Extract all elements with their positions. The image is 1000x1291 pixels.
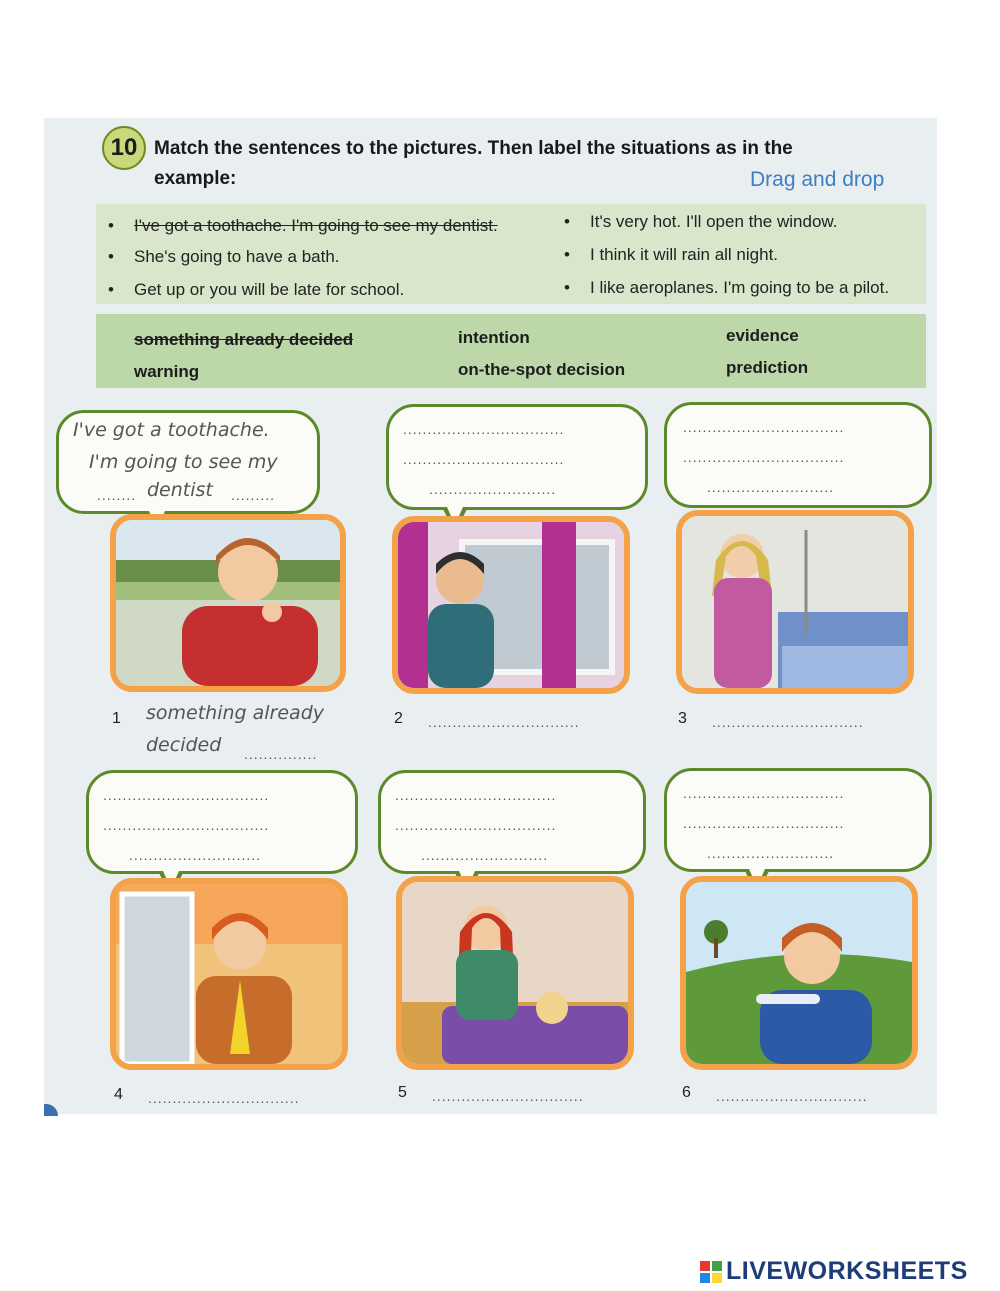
liveworksheets-logo <box>700 1257 968 1286</box>
sentence-panel <box>96 204 926 304</box>
speech-bubble-4[interactable]: .................................. .................................. ........................... <box>86 770 358 874</box>
label-warning[interactable]: warning <box>134 362 200 381</box>
worksheet-page: 10 Match the sentences to the pictures. Then label the situations as in the example: Drag and drop • I've got a toothache. I'm going to see my dentist. • She's going to have a bath. • Get up or you will be late for school. • It's very hot. I'll open the window. • I think it will rain all night. • I like aeroplanes. I'm going to be a pilot. something already decided intention evidence warning on-the-spot decision prediction I've got a toothache. I'm going to see my ........ dentist ......... ................................. ................................. .......................... ................................. ................................. .......................... 1 something already decided ............... 2 ............................... 3 ............................... .................................. .................................. ........................... ................................. ................................. .......................... ................................. ................................. .......................... 4 ............................... 5 ............................... 6 ............................... <box>44 118 937 1114</box>
item-5-answer-field[interactable]: ............................... <box>432 1088 584 1104</box>
picture-5-wake-up <box>396 876 634 1070</box>
sentence-3[interactable]: • Get up or you will be late for school. <box>134 280 404 300</box>
label-panel <box>96 314 926 388</box>
item-3-number: 3 <box>678 710 687 727</box>
picture-3-bath <box>676 510 914 694</box>
item-3-answer-field[interactable]: ............................... <box>712 714 864 730</box>
picture-1-toothache-boy <box>110 514 346 692</box>
sentence-1[interactable]: • I've got a toothache. I'm going to see my dentist. <box>134 216 498 236</box>
bubble-1-line-1: I've got a toothache. <box>73 419 270 441</box>
instructions-line-1: Match the sentences to the pictures. Then label the situations as in the <box>154 138 793 159</box>
liveworksheets-logo-icon <box>700 1261 722 1283</box>
liveworksheets-brand-text: LIVEWORKSHEETS <box>726 1257 968 1285</box>
speech-bubble-6[interactable]: ................................. ................................. .......................... <box>664 768 932 872</box>
item-2-answer-field[interactable]: ............................... <box>428 714 580 730</box>
speech-bubble-1: I've got a toothache. I'm going to see my ........ dentist ......... <box>56 410 320 514</box>
picture-6-aeroplane-boy <box>680 876 918 1070</box>
sentence-6[interactable]: • I like aeroplanes. I'm going to be a pilot. <box>590 278 889 298</box>
label-evidence[interactable]: evidence <box>726 326 799 345</box>
sentence-2[interactable]: • She's going to have a bath. <box>134 247 340 267</box>
exercise-number-badge <box>102 126 146 170</box>
drag-and-drop-label: Drag and drop <box>750 168 885 191</box>
item-5-number: 5 <box>398 1084 407 1101</box>
label-intention[interactable]: intention <box>458 328 530 347</box>
speech-bubble-5[interactable]: ................................. ................................. .......................... <box>378 770 646 874</box>
item-2-number: 2 <box>394 710 403 727</box>
label-prediction[interactable]: prediction <box>726 358 809 377</box>
item-6-answer-field[interactable]: ............................... <box>716 1088 868 1104</box>
bubble-1-line-2: I'm going to see my <box>89 451 278 473</box>
speech-bubble-3[interactable]: ................................. ................................. .......................... <box>664 402 932 508</box>
item-6-number: 6 <box>682 1084 691 1101</box>
exercise-number: 10 <box>110 134 138 161</box>
item-1-answer-line-2: decided <box>146 734 222 756</box>
item-1-answer-line-1: something already <box>146 702 325 724</box>
sentence-5[interactable]: • I think it will rain all night. <box>590 245 778 265</box>
picture-2-window-rain <box>392 516 630 694</box>
item-1-number: 1 <box>112 710 121 727</box>
speech-bubble-2[interactable]: ................................. ................................. .......................... <box>386 404 648 510</box>
item-4-number: 4 <box>114 1086 123 1103</box>
picture-4-hot-window <box>110 878 348 1070</box>
sentence-4[interactable]: • It's very hot. I'll open the window. <box>590 212 837 232</box>
label-something-already-decided[interactable]: something already decided <box>134 330 354 349</box>
bubble-1-line-3: dentist <box>147 479 213 501</box>
label-on-the-spot-decision[interactable]: on-the-spot decision <box>458 360 626 379</box>
item-4-answer-field[interactable]: ............................... <box>148 1090 300 1106</box>
instructions-line-2: example: <box>154 168 237 189</box>
